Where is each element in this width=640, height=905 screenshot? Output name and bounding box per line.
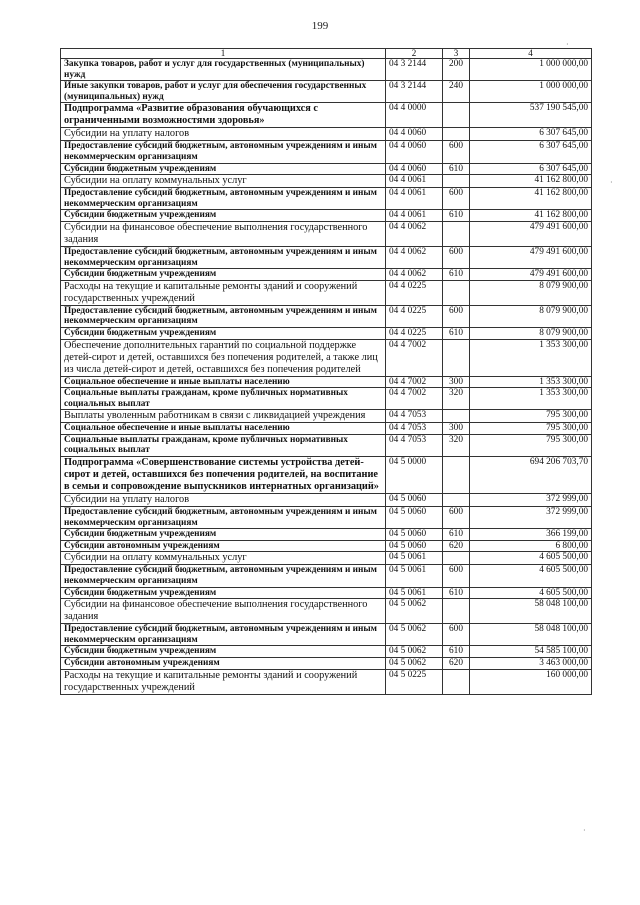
row-name-cell: Субсидии на уплату налогов	[61, 128, 386, 141]
row-code-cell: 04 5 0061	[386, 552, 443, 565]
row-type-cell: 300	[443, 376, 470, 388]
row-amount-cell: 4 605 500,00	[470, 552, 592, 565]
row-type-cell: 600	[443, 565, 470, 587]
page-number: 199	[311, 20, 329, 32]
row-type-cell: 610	[443, 210, 470, 222]
row-code-cell: 04 4 0000	[386, 103, 443, 128]
header-col-name: 1	[61, 49, 386, 59]
row-name-cell: Предоставление субсидий бюджетным, автономным учреждениям и иным некоммерческим организациям	[61, 188, 386, 210]
table-header-row	[61, 49, 592, 59]
table-row	[61, 552, 592, 565]
row-type-cell: 610	[443, 529, 470, 541]
row-type-cell	[443, 221, 470, 246]
row-code-cell: 04 5 0061	[386, 565, 443, 587]
row-amount-cell: 58 048 100,00	[470, 599, 592, 624]
row-type-cell: 620	[443, 658, 470, 670]
row-code-cell: 04 5 0000	[386, 457, 443, 494]
table-row	[61, 423, 592, 435]
row-type-cell	[443, 552, 470, 565]
header-col-type: 3	[443, 49, 470, 59]
table-row	[61, 339, 592, 376]
row-code-cell: 04 4 7002	[386, 376, 443, 388]
row-name-cell: Предоставление субсидий бюджетным, автономным учреждениям и иным некоммерческим организациям	[61, 141, 386, 163]
table-row	[61, 494, 592, 507]
row-amount-cell: 58 048 100,00	[470, 624, 592, 646]
row-name-cell: Субсидии бюджетным учреждениям	[61, 210, 386, 222]
table-row	[61, 141, 592, 163]
table-row	[61, 565, 592, 587]
header-col-code: 2	[386, 49, 443, 59]
row-name-cell: Расходы на текущие и капитальные ремонты зданий и сооружений государственных учреждений	[61, 280, 386, 305]
row-name-cell: Социальные выплаты гражданам, кроме публичных нормативных социальных выплат	[61, 434, 386, 456]
row-code-cell: 04 4 0061	[386, 175, 443, 188]
row-amount-cell: 54 585 100,00	[470, 646, 592, 658]
row-type-cell: 600	[443, 624, 470, 646]
row-amount-cell: 1 353 300,00	[470, 376, 592, 388]
row-type-cell	[443, 103, 470, 128]
row-type-cell	[443, 669, 470, 694]
row-amount-cell: 795 300,00	[470, 410, 592, 423]
row-type-cell	[443, 457, 470, 494]
row-name-cell: Социальное обеспечение и иные выплаты населению	[61, 376, 386, 388]
row-amount-cell: 372 999,00	[470, 494, 592, 507]
row-name-cell: Предоставление субсидий бюджетным, автономным учреждениям и иным некоммерческим организациям	[61, 624, 386, 646]
row-name-cell: Подпрограмма «Развитие образования обучающихся с ограниченными возможностями здоровья»	[61, 103, 386, 128]
row-code-cell: 04 4 0061	[386, 210, 443, 222]
row-type-cell	[443, 599, 470, 624]
row-type-cell: 320	[443, 388, 470, 410]
row-code-cell: 04 5 0062	[386, 646, 443, 658]
row-name-cell: Иные закупки товаров, работ и услуг для обеспечения государственных (муниципальных) нужд	[61, 81, 386, 103]
row-code-cell: 04 4 0062	[386, 269, 443, 281]
row-name-cell: Субсидии бюджетным учреждениям	[61, 529, 386, 541]
row-type-cell	[443, 280, 470, 305]
table-row	[61, 280, 592, 305]
header-col-amount: 4	[470, 49, 592, 59]
row-code-cell: 04 5 0225	[386, 669, 443, 694]
row-type-cell: 600	[443, 507, 470, 529]
row-code-cell: 04 4 7002	[386, 388, 443, 410]
table-row	[61, 103, 592, 128]
row-name-cell: Закупка товаров, работ и услуг для государственных (муниципальных) нужд	[61, 59, 386, 81]
row-code-cell: 04 4 7053	[386, 434, 443, 456]
table-row	[61, 507, 592, 529]
row-name-cell: Субсидии на финансовое обеспечение выполнения государственного задания	[61, 599, 386, 624]
row-code-cell: 04 4 0062	[386, 221, 443, 246]
row-name-cell: Субсидии на уплату налогов	[61, 494, 386, 507]
row-amount-cell: 366 199,00	[470, 529, 592, 541]
row-amount-cell: 41 162 800,00	[470, 210, 592, 222]
row-code-cell: 04 5 0060	[386, 494, 443, 507]
table-row	[61, 376, 592, 388]
row-type-cell	[443, 339, 470, 376]
row-amount-cell: 8 079 900,00	[470, 327, 592, 339]
row-type-cell: 300	[443, 423, 470, 435]
row-amount-cell: 1 000 000,00	[470, 81, 592, 103]
row-type-cell: 600	[443, 188, 470, 210]
table-row	[61, 388, 592, 410]
table-row	[61, 587, 592, 599]
table-row	[61, 128, 592, 141]
row-type-cell: 200	[443, 59, 470, 81]
row-name-cell: Субсидии на оплату коммунальных услуг	[61, 175, 386, 188]
row-name-cell: Социальные выплаты гражданам, кроме публичных нормативных социальных выплат	[61, 388, 386, 410]
row-amount-cell: 694 206 703,70	[470, 457, 592, 494]
table-row	[61, 624, 592, 646]
table-row	[61, 81, 592, 103]
row-amount-cell: 1 000 000,00	[470, 59, 592, 81]
row-name-cell: Субсидии бюджетным учреждениям	[61, 646, 386, 658]
row-code-cell: 04 3 2144	[386, 59, 443, 81]
row-code-cell: 04 4 7053	[386, 410, 443, 423]
row-amount-cell: 41 162 800,00	[470, 175, 592, 188]
table-body	[61, 59, 592, 695]
row-amount-cell: 372 999,00	[470, 507, 592, 529]
row-code-cell: 04 4 0060	[386, 128, 443, 141]
row-code-cell: 04 4 0225	[386, 280, 443, 305]
row-name-cell: Социальное обеспечение и иные выплаты населению	[61, 423, 386, 435]
row-type-cell: 240	[443, 81, 470, 103]
row-type-cell: 320	[443, 434, 470, 456]
row-name-cell: Субсидии на оплату коммунальных услуг	[61, 552, 386, 565]
scan-speck: ·	[583, 826, 586, 835]
budget-table	[60, 48, 592, 695]
row-type-cell: 610	[443, 163, 470, 175]
table-row	[61, 246, 592, 268]
row-code-cell: 04 3 2144	[386, 81, 443, 103]
row-name-cell: Обеспечение дополнительных гарантий по социальной поддержке детей-сирот и детей, оставшихся без попечения родителей, а также лиц из числа детей-сирот и детей, оставшихся без попечения родителей	[61, 339, 386, 376]
row-amount-cell: 8 079 900,00	[470, 280, 592, 305]
row-type-cell: 600	[443, 305, 470, 327]
scan-speck: ·	[610, 178, 613, 187]
row-amount-cell: 6 307 645,00	[470, 128, 592, 141]
table-row	[61, 540, 592, 552]
row-name-cell: Предоставление субсидий бюджетным, автономным учреждениям и иным некоммерческим организациям	[61, 246, 386, 268]
row-code-cell: 04 5 0062	[386, 599, 443, 624]
row-amount-cell: 4 605 500,00	[470, 587, 592, 599]
table-row	[61, 188, 592, 210]
row-amount-cell: 4 605 500,00	[470, 565, 592, 587]
row-code-cell: 04 5 0062	[386, 624, 443, 646]
row-name-cell: Субсидии бюджетным учреждениям	[61, 587, 386, 599]
row-code-cell: 04 5 0062	[386, 658, 443, 670]
row-amount-cell: 160 000,00	[470, 669, 592, 694]
row-type-cell	[443, 494, 470, 507]
row-name-cell: Субсидии автономным учреждениям	[61, 540, 386, 552]
row-code-cell: 04 5 0061	[386, 587, 443, 599]
table-row	[61, 669, 592, 694]
row-amount-cell: 795 300,00	[470, 434, 592, 456]
row-code-cell: 04 4 0062	[386, 246, 443, 268]
row-code-cell: 04 4 0225	[386, 305, 443, 327]
row-amount-cell: 6 307 645,00	[470, 163, 592, 175]
table-row	[61, 210, 592, 222]
table-row	[61, 269, 592, 281]
table-row	[61, 646, 592, 658]
scan-speck: ·	[566, 40, 569, 49]
table-row	[61, 658, 592, 670]
row-name-cell: Субсидии автономным учреждениям	[61, 658, 386, 670]
row-name-cell: Субсидии бюджетным учреждениям	[61, 269, 386, 281]
row-code-cell: 04 5 0060	[386, 529, 443, 541]
row-amount-cell: 41 162 800,00	[470, 188, 592, 210]
row-type-cell	[443, 175, 470, 188]
row-code-cell: 04 4 7053	[386, 423, 443, 435]
row-type-cell: 610	[443, 327, 470, 339]
row-code-cell: 04 4 0060	[386, 141, 443, 163]
row-code-cell: 04 4 0225	[386, 327, 443, 339]
row-name-cell: Расходы на текущие и капитальные ремонты зданий и сооружений государственных учреждений	[61, 669, 386, 694]
row-amount-cell: 479 491 600,00	[470, 221, 592, 246]
row-type-cell: 610	[443, 587, 470, 599]
row-amount-cell: 8 079 900,00	[470, 305, 592, 327]
row-type-cell: 600	[443, 141, 470, 163]
table-row	[61, 529, 592, 541]
row-type-cell	[443, 128, 470, 141]
row-code-cell: 04 4 0060	[386, 163, 443, 175]
table-row	[61, 221, 592, 246]
row-type-cell: 610	[443, 646, 470, 658]
row-amount-cell: 1 353 300,00	[470, 339, 592, 376]
row-name-cell: Субсидии бюджетным учреждениям	[61, 327, 386, 339]
row-name-cell: Субсидии бюджетным учреждениям	[61, 163, 386, 175]
table-row	[61, 327, 592, 339]
table-row	[61, 434, 592, 456]
row-code-cell: 04 5 0060	[386, 540, 443, 552]
row-code-cell: 04 5 0060	[386, 507, 443, 529]
table-row	[61, 305, 592, 327]
row-amount-cell: 6 800,00	[470, 540, 592, 552]
row-type-cell: 620	[443, 540, 470, 552]
row-type-cell: 610	[443, 269, 470, 281]
row-name-cell: Подпрограмма «Совершенствование системы устройства детей-сирот и детей, оставшихся без попечения родителей, на воспитание в семьи и сопровождение выпускников интернатных организаций»	[61, 457, 386, 494]
row-amount-cell: 537 190 545,00	[470, 103, 592, 128]
row-name-cell: Выплаты уволенным работникам в связи с ликвидацией учреждения	[61, 410, 386, 423]
table-row	[61, 599, 592, 624]
row-name-cell: Субсидии на финансовое обеспечение выполнения государственного задания	[61, 221, 386, 246]
table-row	[61, 175, 592, 188]
row-code-cell: 04 4 0061	[386, 188, 443, 210]
row-type-cell: 600	[443, 246, 470, 268]
row-code-cell: 04 4 7002	[386, 339, 443, 376]
table-row	[61, 457, 592, 494]
row-name-cell: Предоставление субсидий бюджетным, автономным учреждениям и иным некоммерческим организациям	[61, 565, 386, 587]
row-amount-cell: 479 491 600,00	[470, 246, 592, 268]
row-name-cell: Предоставление субсидий бюджетным, автономным учреждениям и иным некоммерческим организациям	[61, 305, 386, 327]
row-type-cell	[443, 410, 470, 423]
row-amount-cell: 795 300,00	[470, 423, 592, 435]
row-name-cell: Предоставление субсидий бюджетным, автономным учреждениям и иным некоммерческим организациям	[61, 507, 386, 529]
row-amount-cell: 1 353 300,00	[470, 388, 592, 410]
table-row	[61, 163, 592, 175]
row-amount-cell: 479 491 600,00	[470, 269, 592, 281]
row-amount-cell: 6 307 645,00	[470, 141, 592, 163]
row-amount-cell: 3 463 000,00	[470, 658, 592, 670]
table-row	[61, 410, 592, 423]
table-row	[61, 59, 592, 81]
